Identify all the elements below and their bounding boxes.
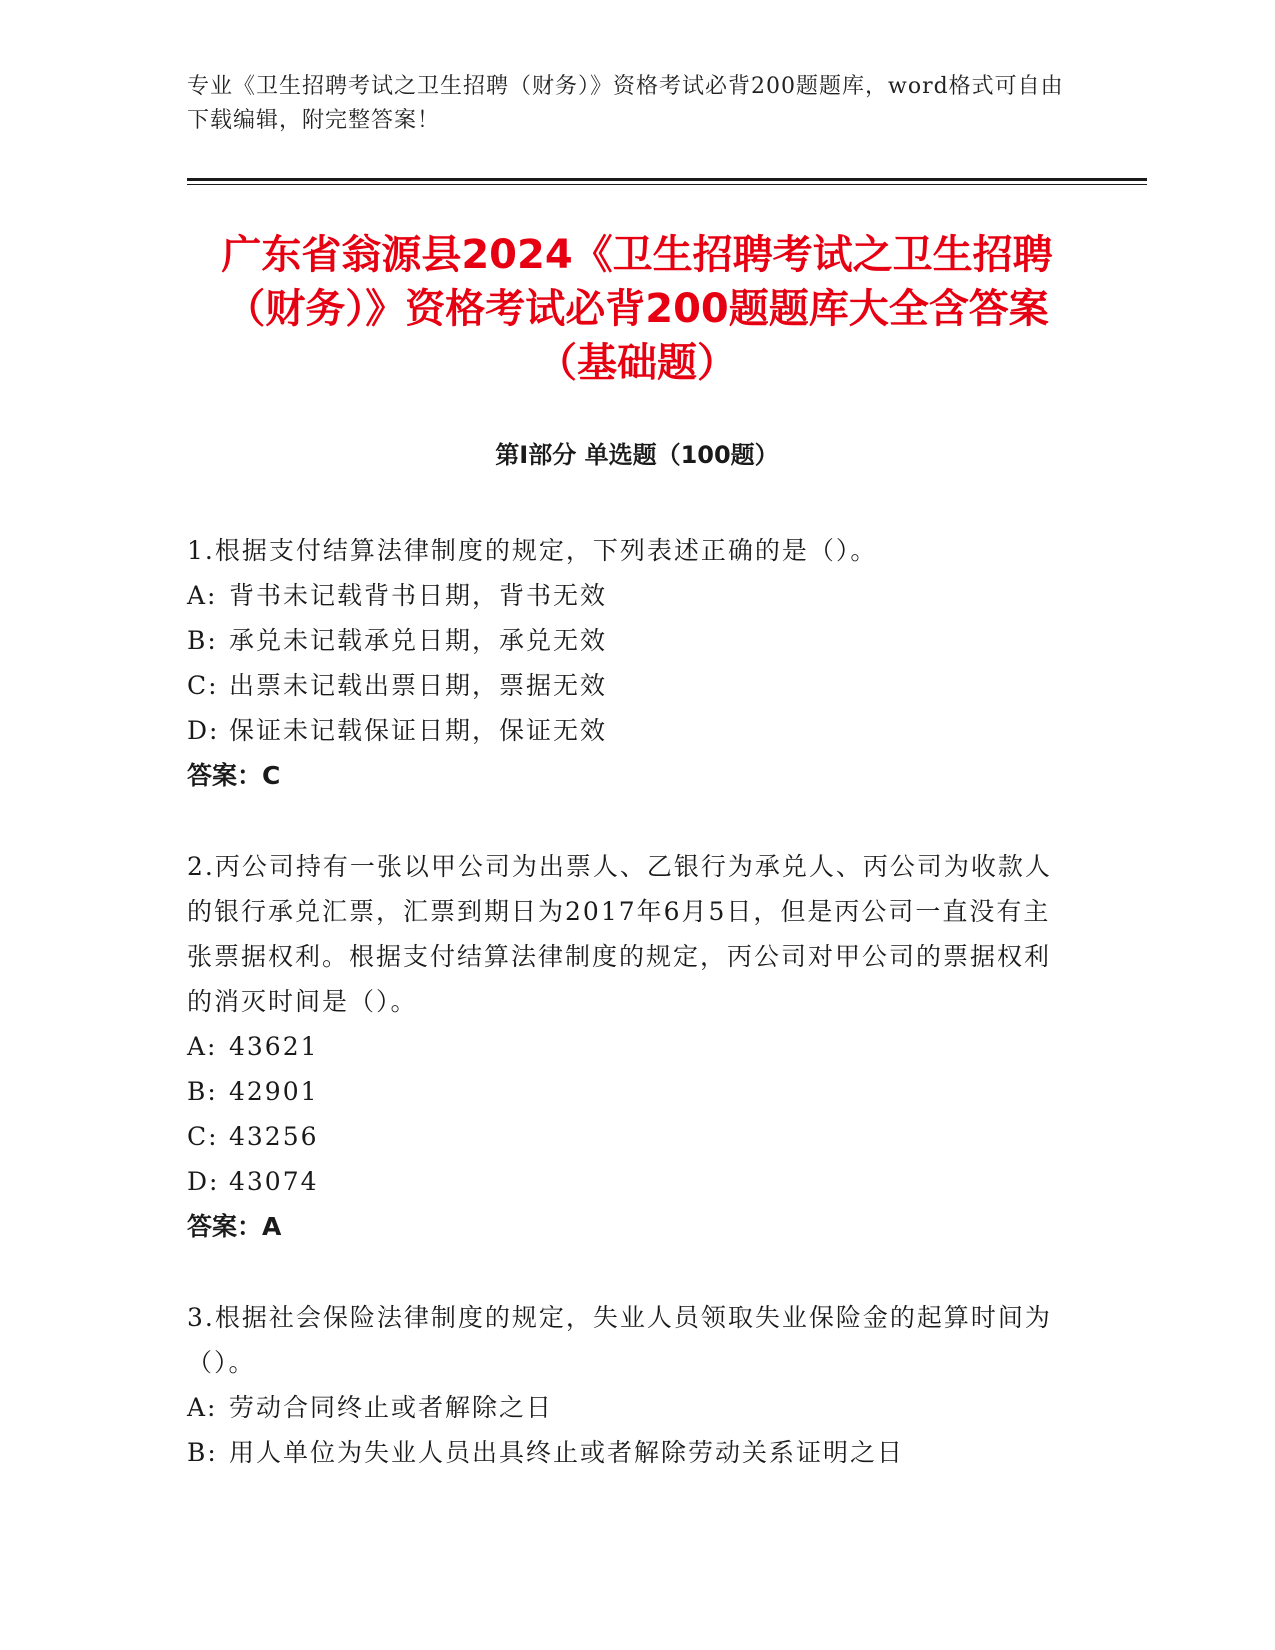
option-letter: C: [187,1122,219,1151]
option-letter: A: [187,581,218,610]
option-d [187,708,1067,753]
option-text: 43074 [229,1167,319,1196]
option-text: 背书未记载背书日期，背书无效 [229,581,608,610]
question-3 [187,1295,1067,1475]
document-title: 广东省翁源县2024《卫生招聘考试之卫生招聘（财务）》资格考试必背200题题库大全含答案（基础题） [221,232,1053,386]
option-a [187,1385,1067,1430]
answer-prefix: 答案： [187,1212,263,1241]
answer-value: C [262,761,281,790]
option-letter: A: [187,1393,218,1422]
option-letter: B: [187,1438,218,1467]
option-a [187,1024,1067,1069]
question-stem: 2.丙公司持有一张以甲公司为出票人、乙银行为承兑人、丙公司为收款人的银行承兑汇票，汇票到期日为2017年6月5日，但是丙公司一直没有主张票据权利。根据支付结算法律制度的规定，丙公司对甲公司的票据权利的消灭时间是（）。 [187,852,1052,1016]
question-stem: 1.根据支付结算法律制度的规定，下列表述正确的是（）。 [187,536,878,565]
option-letter: C: [187,671,219,700]
answer-prefix: 答案： [187,761,263,790]
option-text: 43256 [229,1122,319,1151]
question-list [187,528,1067,1521]
option-text: 劳动合同终止或者解除之日 [229,1393,554,1422]
option-b [187,1430,1067,1475]
option-text: 承兑未记载承兑日期，承兑无效 [229,626,608,655]
option-letter: A: [187,1032,218,1061]
header-note: 专业《卫生招聘考试之卫生招聘（财务）》资格考试必背200题题库，word格式可自由下载编辑，附完整答案！ [187,74,1064,133]
option-b [187,618,1067,663]
option-letter: D: [187,716,220,745]
option-letter: B: [187,626,218,655]
header-rule-thin [187,184,1147,185]
answer-value: A [262,1212,282,1241]
option-text: 42901 [229,1077,319,1106]
option-text: 出票未记载出票日期，票据无效 [229,671,608,700]
section-title: 第Ⅰ部分 单选题（100题） [495,441,779,469]
option-text: 43621 [229,1032,319,1061]
question-stem: 3.根据社会保险法律制度的规定，失业人员领取失业保险金的起算时间为（）。 [187,1303,1052,1377]
option-letter: B: [187,1077,218,1106]
answer-line [187,753,1067,798]
option-c [187,663,1067,708]
option-c [187,1114,1067,1159]
answer-line [187,1204,1067,1249]
option-a [187,573,1067,618]
option-d [187,1159,1067,1204]
question-1 [187,528,1067,798]
question-2 [187,844,1067,1249]
option-text: 用人单位为失业人员出具终止或者解除劳动关系证明之日 [229,1438,905,1467]
option-letter: D: [187,1167,220,1196]
header-rule-thick [187,178,1147,181]
option-text: 保证未记载保证日期，保证无效 [229,716,608,745]
option-b [187,1069,1067,1114]
